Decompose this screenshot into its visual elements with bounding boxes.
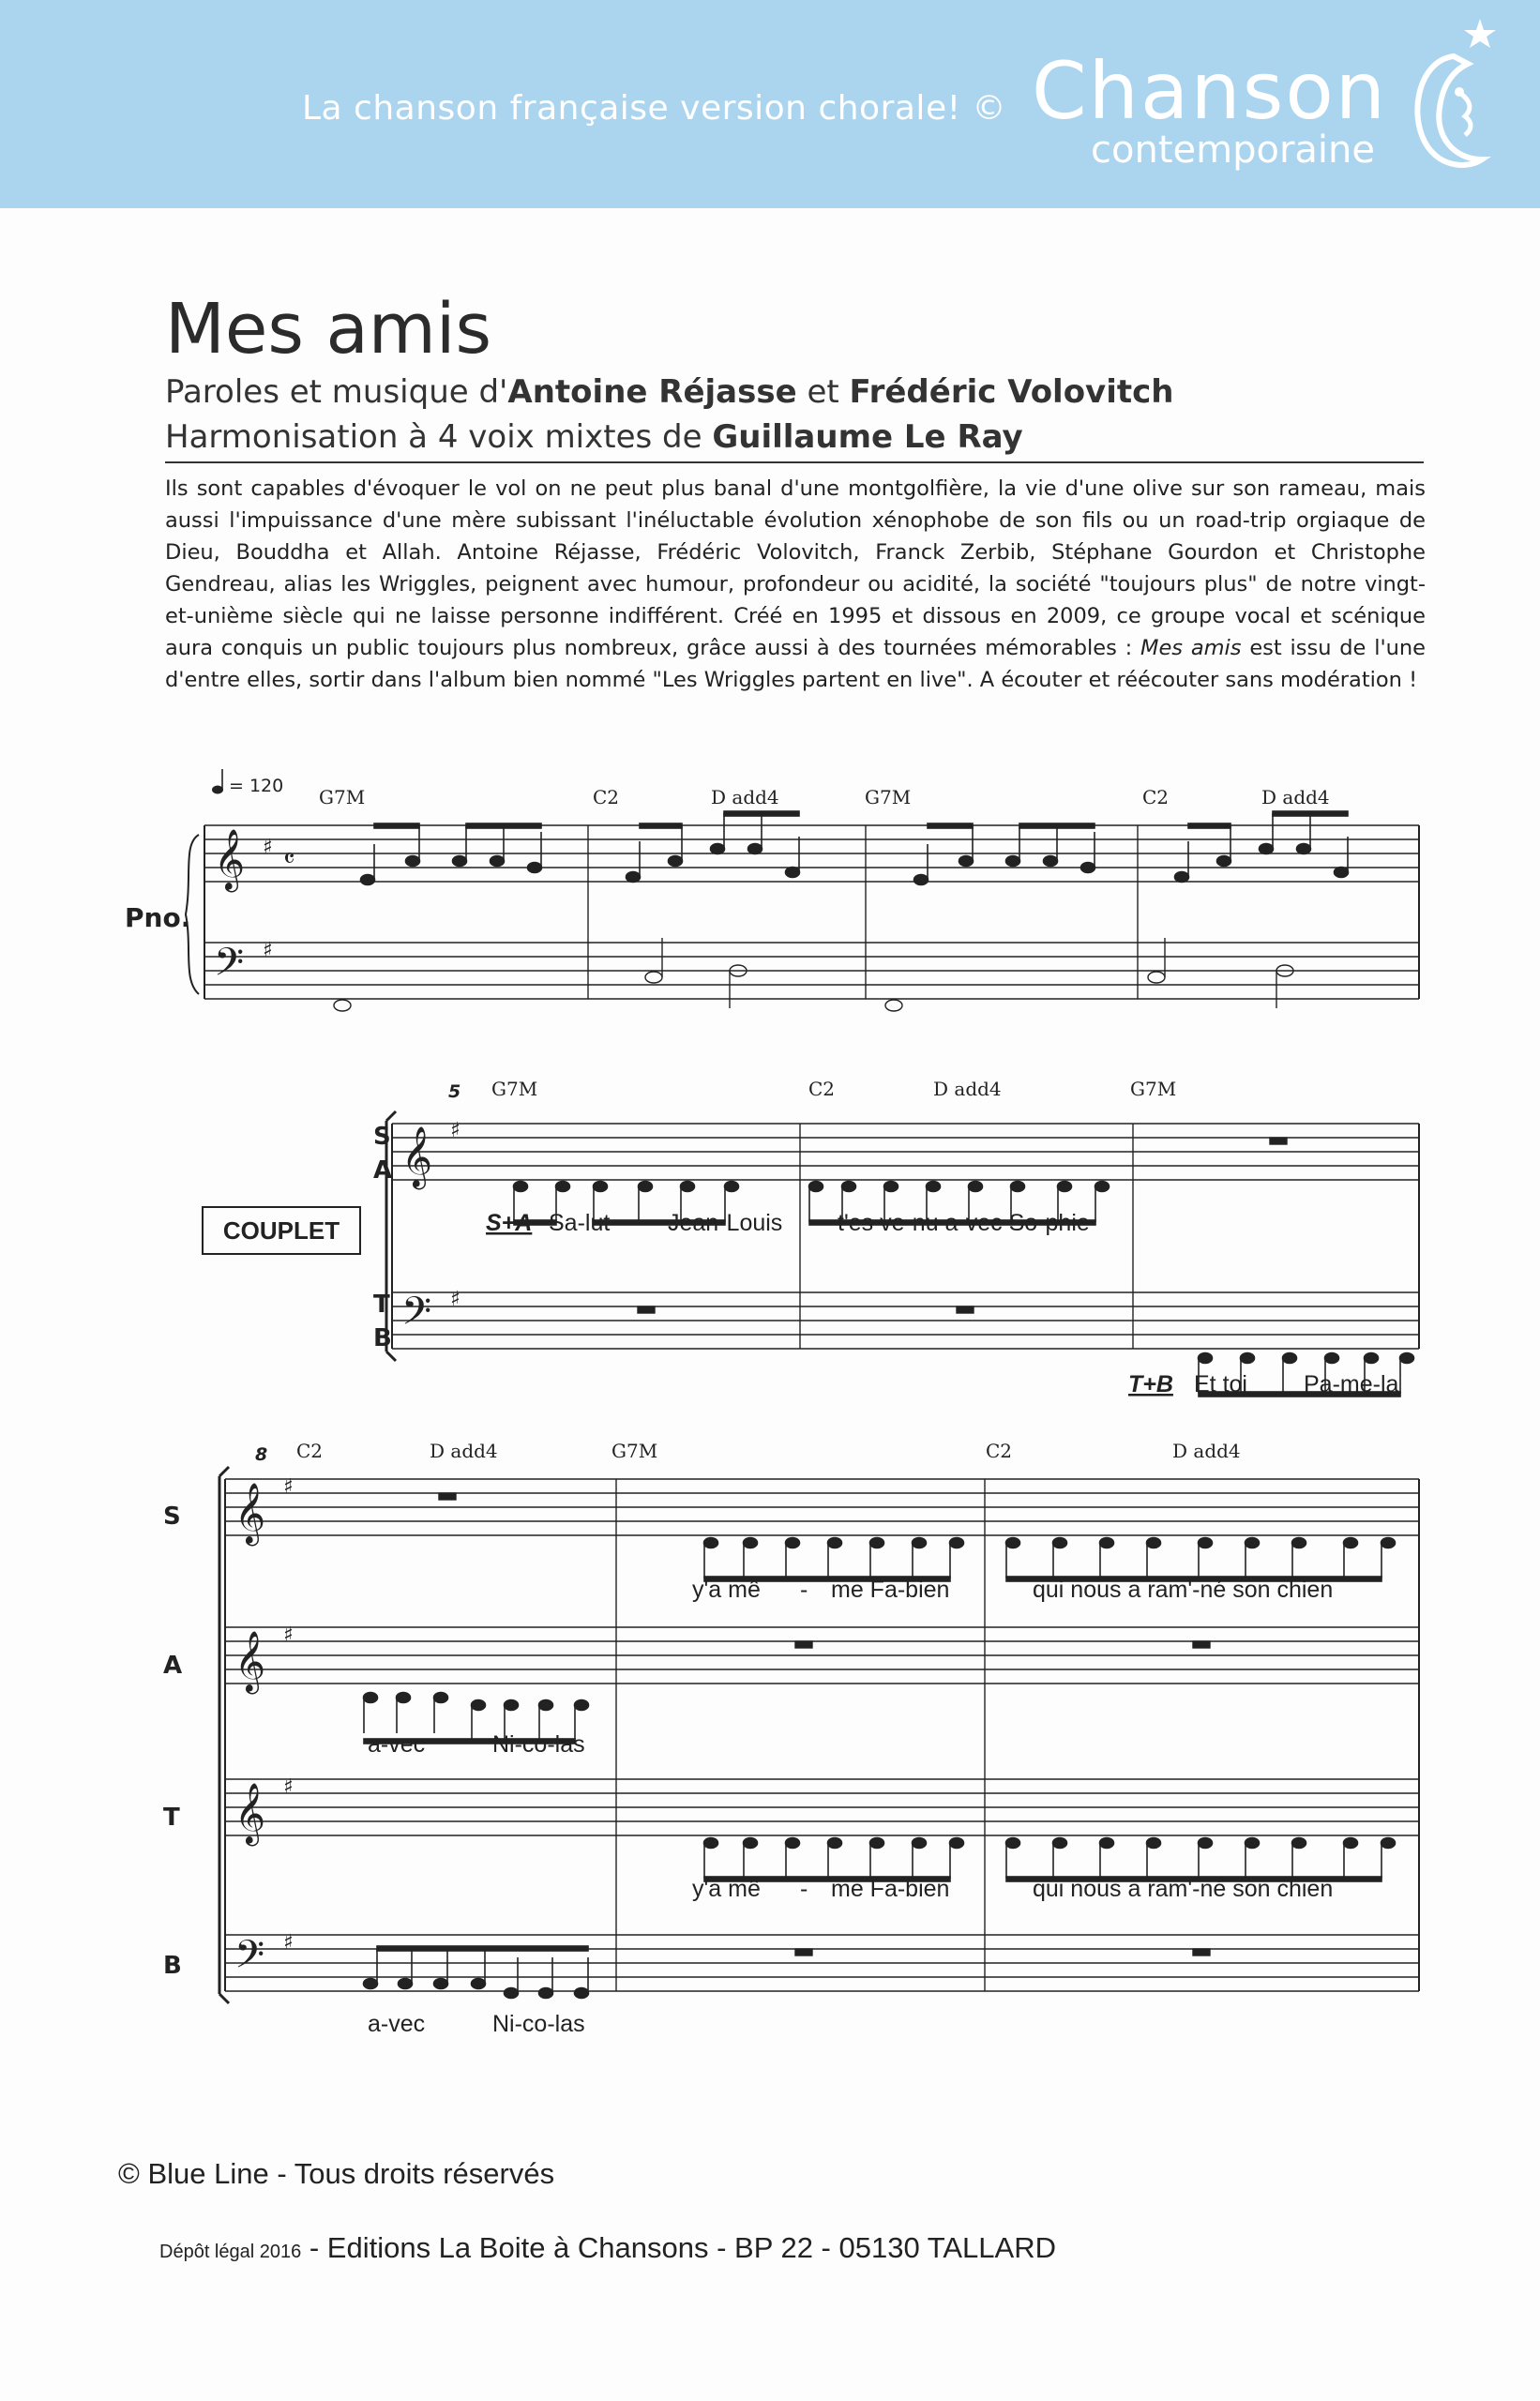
lyric: me Fa-bien	[831, 1577, 950, 1603]
note-head	[1100, 1538, 1114, 1548]
treble-clef-icon: 𝄞	[401, 1126, 433, 1187]
note-head	[1147, 1838, 1161, 1849]
svg-text:♯: ♯	[450, 1119, 460, 1142]
note-head	[1053, 1538, 1067, 1548]
svg-text:♯: ♯	[283, 1775, 294, 1799]
note-beam	[640, 823, 682, 828]
chord-symbol: G7M	[491, 1078, 538, 1100]
lyric: Et toi	[1194, 1371, 1247, 1397]
note-head	[1058, 1182, 1072, 1192]
note-head	[1292, 1838, 1306, 1849]
note-head	[594, 1182, 608, 1192]
note-head	[528, 863, 542, 873]
note-head	[1053, 1838, 1067, 1849]
piano-label: Pno.	[125, 902, 191, 933]
note-beam	[466, 823, 541, 828]
note-head	[627, 872, 641, 883]
tempo-marking: = 120	[229, 776, 284, 796]
chord-symbol: G7M	[319, 786, 366, 808]
note-beam	[374, 823, 419, 828]
lyric: qui nous a ram'-né son chien	[1033, 1577, 1334, 1603]
tenor-staff	[225, 1779, 1419, 1835]
note-head	[434, 1693, 448, 1703]
note-head	[725, 1182, 739, 1192]
legal-deposit-line	[159, 2231, 1056, 2265]
copyright-line: © Blue Line - Tous droits réservés	[118, 2157, 555, 2190]
note-head	[361, 875, 375, 885]
treble-clef-icon: 𝄞	[234, 1483, 266, 1544]
lyric: me Fa-bien	[831, 1876, 950, 1902]
note-head	[1241, 1353, 1255, 1364]
bass-clef-icon: 𝄢	[214, 940, 245, 994]
note-head	[1147, 1538, 1161, 1548]
note-head	[842, 1182, 856, 1192]
note-beam	[724, 811, 799, 816]
sa-staff	[392, 1124, 1419, 1180]
chord-symbol: C2	[808, 1078, 836, 1100]
lyric: Ni-co-las	[492, 2011, 585, 2037]
note-head	[950, 1838, 964, 1849]
note-head	[1246, 1838, 1260, 1849]
note-head	[1217, 856, 1231, 867]
chord-symbol: C2	[593, 786, 620, 808]
note-head	[1297, 844, 1311, 854]
note-beam	[1273, 811, 1348, 816]
tagline: La chanson française version chorale! ©	[302, 89, 1006, 128]
note-head	[539, 1700, 553, 1711]
note-head	[870, 1838, 884, 1849]
intro-text-2: est issu de l'une d'entre elles, sortir dans l'album bien nommé "Les Wriggles partent en live". A écouter et réécouter sans modération !	[165, 636, 1426, 692]
measure-number: 5	[448, 1081, 461, 1102]
chord-symbol: C2	[296, 1440, 324, 1462]
lyric: -	[800, 1577, 808, 1603]
note-head	[575, 1988, 589, 1999]
lyric: Pa-me-la	[1304, 1371, 1399, 1397]
chord-symbol: D add4	[1261, 786, 1330, 808]
treble-clef-icon: 𝄞	[234, 1631, 266, 1692]
measure-number: 8	[255, 1444, 268, 1465]
alto-staff	[225, 1627, 1419, 1684]
note-head	[884, 1182, 898, 1192]
chord-symbol: D add4	[1172, 1440, 1241, 1462]
lyric: y'a mê	[692, 1577, 761, 1603]
treble-clef-icon: 𝄞	[234, 1783, 266, 1844]
brand-name: Chanson	[1032, 45, 1387, 137]
note-head	[669, 856, 683, 867]
chord-symbol: C2	[986, 1440, 1013, 1462]
note-head	[575, 1700, 589, 1711]
staff-label-soprano: S	[163, 1503, 181, 1531]
lyric: t'es ve-nu a-vec So-phie	[838, 1210, 1090, 1236]
treble-clef-icon: 𝄞	[214, 829, 246, 890]
note-head	[1283, 1353, 1297, 1364]
note-head	[399, 1979, 413, 1989]
note-head	[1325, 1353, 1339, 1364]
lyric: a-vec	[368, 1731, 426, 1758]
note-head	[1175, 872, 1189, 883]
note-head	[1365, 1353, 1379, 1364]
intro-text-1: Ils sont capables d'évoquer le vol on ne peut plus banal d'une montgolfière, la vie d'une olive sur son rameau, mais aussi l'impuissance d'une mère subissant l'inéluctable évolution xénophobe de son fils ou un road-trip orgiaque de Dieu, Bouddha et Allah. Antoine Réjasse, Frédéric Volovitch, Franck Zerbib, Stéphane Gourdon et Christophe Gendreau, alias les Wriggles, peignent avec humour, profondeur ou acidité, la société "toujours plus" de notre vingt-et-unième siècle qui ne laisse personne indifférent. Créé en 1995 et dissous en 2009, ce groupe vocal et scénique aura conquis un public toujours plus nombreux, grâce aussi à des tournées mémorables :	[165, 476, 1426, 660]
note-head	[397, 1693, 411, 1703]
note-head	[786, 868, 800, 878]
brand-subtitle: contemporaine	[1091, 128, 1375, 172]
note-beam	[928, 823, 973, 828]
note-head	[406, 856, 420, 867]
note-head	[969, 1182, 983, 1192]
depot-legal: Dépôt légal 2016	[159, 2242, 302, 2262]
note-head	[681, 1182, 695, 1192]
note-head	[1199, 1538, 1213, 1548]
note-head	[364, 1979, 378, 1989]
tb-staff	[392, 1292, 1419, 1349]
note-head	[472, 1700, 486, 1711]
credit-prefix: Paroles et musique d'	[165, 373, 508, 411]
note-head	[913, 1838, 927, 1849]
note-head	[434, 1979, 448, 1989]
chord-symbol: G7M	[1130, 1078, 1177, 1100]
note-head	[711, 844, 725, 854]
note-head	[927, 1182, 941, 1192]
note-head	[514, 1182, 528, 1192]
staff-label-bass: B	[163, 1952, 182, 1980]
chord-symbol: G7M	[865, 786, 912, 808]
svg-text:𝄴: 𝄴	[283, 843, 295, 874]
section-label: COUPLET	[222, 1216, 340, 1245]
note-head	[1044, 856, 1058, 867]
note-beam	[1188, 823, 1230, 828]
chord-symbol: D add4	[933, 1078, 1002, 1100]
staff-label-tenor: T	[163, 1804, 180, 1832]
staff-label-b: B	[373, 1324, 392, 1352]
staff-label-alto: A	[163, 1652, 183, 1680]
note-head	[704, 1538, 718, 1548]
arrangement-prefix: Harmonisation à 4 voix mixtes de	[165, 418, 713, 456]
piano-treble-staff	[204, 825, 1419, 882]
lyric: Sa-lut	[549, 1210, 611, 1236]
piano-bass-staff	[204, 943, 1419, 999]
note-head	[1199, 1838, 1213, 1849]
note-head	[491, 856, 505, 867]
note-head	[870, 1538, 884, 1548]
author-1: Antoine Réjasse	[507, 373, 797, 411]
note-head	[1260, 844, 1274, 854]
note-head	[913, 1538, 927, 1548]
note-head	[1344, 1538, 1358, 1548]
note-head	[950, 1538, 964, 1548]
note-head	[914, 875, 929, 885]
note-beam	[1019, 823, 1095, 828]
note-head	[639, 1182, 653, 1192]
note-head	[1011, 1182, 1025, 1192]
note-head	[828, 1538, 842, 1548]
svg-text:♯: ♯	[263, 939, 273, 962]
note-head	[1381, 1838, 1396, 1849]
note-head	[1081, 863, 1095, 873]
svg-text:♯: ♯	[450, 1288, 460, 1311]
note-head	[959, 856, 974, 867]
note-head	[1246, 1538, 1260, 1548]
cue-tb: T+B	[1128, 1371, 1173, 1397]
chord-symbol: C2	[1142, 786, 1170, 808]
cue-sa: S+A	[486, 1210, 533, 1236]
lyric: -	[800, 1876, 808, 1902]
note-head	[556, 1182, 570, 1192]
lyric: a-vec	[368, 2011, 426, 2037]
bass-clef-icon: 𝄢	[234, 1932, 265, 1986]
note-head	[1006, 1838, 1020, 1849]
chord-symbol: G7M	[611, 1440, 658, 1462]
note-head	[1400, 1353, 1414, 1364]
chord-symbol: D add4	[430, 1440, 498, 1462]
staff-label-t: T	[373, 1291, 390, 1319]
note-beam	[377, 1946, 588, 1951]
note-head	[1344, 1838, 1358, 1849]
song-title: Mes amis	[165, 289, 491, 370]
note-head	[505, 1988, 519, 1999]
note-head	[748, 844, 762, 854]
publisher-address: - Editions La Boite à Chansons - BP 22 - 05130 TALLARD	[301, 2231, 1056, 2264]
lyric: y'a mê	[692, 1876, 761, 1902]
intro-song-title: Mes amis	[1140, 636, 1242, 660]
note-head	[472, 1979, 486, 1989]
note-head	[364, 1693, 378, 1703]
note-head	[828, 1838, 842, 1849]
note-head	[539, 1988, 553, 1999]
soprano-staff	[225, 1479, 1419, 1535]
note-head	[1006, 856, 1020, 867]
note-head	[505, 1700, 519, 1711]
svg-text:♯: ♯	[263, 836, 273, 859]
note-head	[1335, 868, 1349, 878]
note-head	[786, 1538, 800, 1548]
chord-symbol: D add4	[711, 786, 779, 808]
note-head	[704, 1838, 718, 1849]
svg-text:♯: ♯	[283, 1475, 294, 1499]
credit-and: et	[796, 373, 850, 411]
note-head	[744, 1538, 758, 1548]
author-2: Frédéric Volovitch	[849, 373, 1174, 411]
note-head	[744, 1838, 758, 1849]
staff-label-a: A	[373, 1156, 393, 1185]
staff-label-s: S	[373, 1123, 391, 1151]
note-head	[1095, 1182, 1110, 1192]
lyric: Jean-Louis	[668, 1210, 783, 1236]
svg-text:♯: ♯	[283, 1623, 294, 1647]
note-head	[786, 1838, 800, 1849]
bass-clef-icon: 𝄢	[401, 1289, 432, 1343]
note-head	[1292, 1538, 1306, 1548]
note-head	[1100, 1838, 1114, 1849]
note-head	[1006, 1538, 1020, 1548]
svg-text:♯: ♯	[283, 1931, 294, 1955]
lyric: qui nous a ram'-né son chien	[1033, 1876, 1334, 1902]
note-head	[1381, 1538, 1396, 1548]
note-head	[809, 1182, 823, 1192]
note-head	[1199, 1353, 1213, 1364]
note-head	[453, 856, 467, 867]
arranger: Guillaume Le Ray	[712, 418, 1023, 456]
lyric: Ni-co-las	[492, 1731, 585, 1758]
